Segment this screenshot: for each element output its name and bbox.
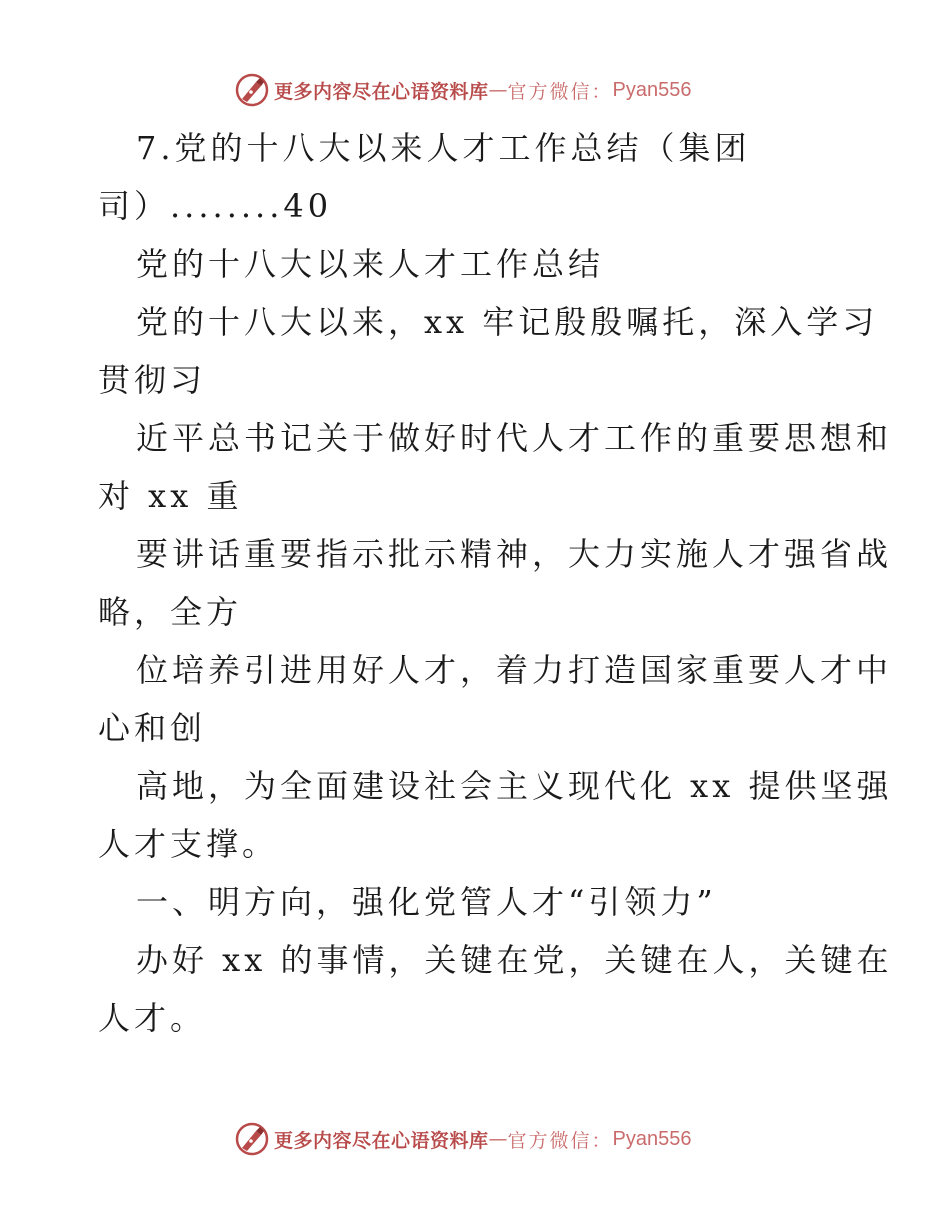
- watermark-wechat-label: 官方微信：: [507, 80, 613, 103]
- paragraph-line: 略，全方: [98, 593, 243, 631]
- watermark-banner-bottom: [234, 1119, 692, 1159]
- watermark-wechat-label: 官方微信：: [507, 1129, 613, 1152]
- document-title: 党的十八大以来人才工作总结: [136, 245, 605, 283]
- watermark-separator: —: [488, 79, 508, 101]
- paragraph-line: 人才。: [98, 999, 207, 1037]
- paragraph-line: 要讲话重要指示批示精神，大力实施人才强省战: [136, 535, 893, 573]
- watermark-separator: —: [488, 1128, 508, 1150]
- toc-entry-line: 司）........40: [98, 187, 333, 225]
- paragraph-line: 人才支撑。: [98, 825, 279, 863]
- paragraph-line: 对 xx 重: [98, 477, 243, 515]
- paragraph-line: 位培养引进用好人才，着力打造国家重要人才中: [136, 651, 893, 689]
- paragraph-line: 心和创: [98, 709, 207, 747]
- paragraph-line: 高地，为全面建设社会主义现代化 xx 提供坚强: [136, 767, 893, 805]
- pen-nib-circle-icon: [234, 72, 270, 108]
- paragraph-line: 党的十八大以来，xx 牢记殷殷嘱托，深入学习: [136, 303, 879, 341]
- watermark-main-text: 更多内容尽在心语资料库: [274, 80, 489, 103]
- toc-entry-line: 7.党的十八大以来人才工作总结（集团: [136, 129, 751, 167]
- paragraph-line: 贯彻习: [98, 361, 207, 399]
- pen-nib-circle-icon: [234, 1121, 270, 1157]
- paragraph-line: 办好 xx 的事情，关键在党，关键在人，关键在: [136, 941, 893, 979]
- paragraph-line: 近平总书记关于做好时代人才工作的重要思想和: [136, 419, 893, 457]
- watermark-main-text: 更多内容尽在心语资料库: [274, 1129, 489, 1152]
- watermark-wechat-id: Pyan556: [612, 1127, 692, 1150]
- watermark-banner-top: [234, 70, 692, 110]
- section-heading: 一、明方向，强化党管人才“引领力”: [136, 883, 717, 921]
- watermark-wechat-id: Pyan556: [612, 78, 692, 101]
